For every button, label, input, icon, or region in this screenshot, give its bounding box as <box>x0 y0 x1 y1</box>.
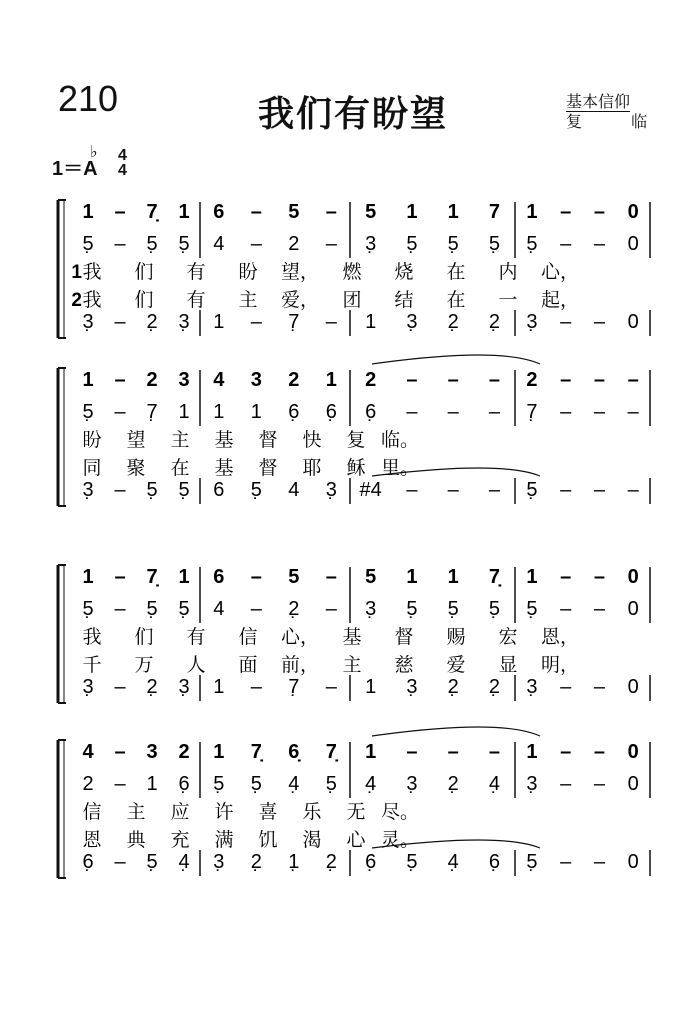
lyric-syllable: 盼 <box>238 261 258 283</box>
time-bottom: 4 <box>118 162 127 179</box>
lyric-syllable: 心， <box>280 626 320 648</box>
tenor-note: – <box>593 851 605 873</box>
lyric-syllable: 明， <box>540 654 580 676</box>
soprano-note: 7̣ <box>325 741 337 763</box>
alto-note: – <box>560 233 572 255</box>
tenor-note: – <box>114 311 126 333</box>
tenor-note: 5̣ <box>146 851 158 873</box>
tenor-note: #4 <box>359 479 382 501</box>
tenor-note: 3̣ <box>406 676 418 698</box>
lyric-syllable: 爱， <box>280 289 320 311</box>
soprano-note: 5 <box>365 201 377 223</box>
soprano-note: 1 <box>82 201 94 223</box>
soprano-note: 7̣ <box>146 201 158 223</box>
tenor-note: 3̣ <box>526 676 538 698</box>
tenor-note: – <box>114 676 126 698</box>
lyric-syllable: 在 <box>446 289 466 311</box>
lyric-syllable: 督 <box>258 457 278 479</box>
alto-note: – <box>593 401 605 423</box>
lyric-syllable: 主 <box>126 801 146 823</box>
lyric-syllable: 们 <box>134 289 154 311</box>
time-top: 4 <box>118 147 127 164</box>
system-3 <box>58 565 650 703</box>
soprano-note: 1 <box>406 566 418 588</box>
soprano-note: 1 <box>526 741 538 763</box>
hymn-number: 210 <box>58 78 119 119</box>
tenor-note: – <box>325 676 337 698</box>
alto-note: 5̣ <box>146 598 158 620</box>
alto-note: 5̣ <box>488 598 500 620</box>
alto-note: 4 <box>213 233 225 255</box>
tenor-note: 3̣ <box>82 479 94 501</box>
tenor-note: 1̣ <box>288 851 300 873</box>
soprano-note: 1 <box>178 566 190 588</box>
alto-note: 3̣ <box>526 773 538 795</box>
lyric-syllable: 无 <box>346 801 366 823</box>
lyric-syllable: 满 <box>214 829 234 851</box>
lyric-syllable: 有 <box>186 261 206 283</box>
tenor-note: 6̣ <box>82 851 94 873</box>
lyric-syllable: 结 <box>394 289 414 311</box>
soprano-note: – <box>406 741 418 763</box>
soprano-note: 1 <box>447 566 459 588</box>
lyric-syllable: 乐 <box>302 801 322 823</box>
soprano-note: 7̣ <box>250 741 262 763</box>
alto-note: – <box>627 401 639 423</box>
lyric-syllable: 督 <box>258 429 278 451</box>
alto-note: 5̣ <box>406 233 418 255</box>
lyric-syllable: 有 <box>186 289 206 311</box>
alto-note: 1 <box>250 401 262 423</box>
soprano-note: – <box>114 369 126 391</box>
soprano-note: 1 <box>325 369 337 391</box>
soprano-note: – <box>593 369 605 391</box>
alto-note: – <box>593 233 605 255</box>
soprano-note: – <box>560 201 572 223</box>
soprano-note: 1 <box>526 201 538 223</box>
tenor-note: – <box>593 479 605 501</box>
tenor-note: – <box>488 479 500 501</box>
subcategory: 复 临 <box>566 112 670 131</box>
tenor-note: 0 <box>627 851 639 873</box>
tenor-note: – <box>593 676 605 698</box>
tenor-note: – <box>447 479 459 501</box>
lyric-syllable: 我 <box>82 261 102 283</box>
lyric-syllable: 饥 <box>258 829 278 851</box>
soprano-note: – <box>488 741 500 763</box>
lyric-syllable: 我 <box>82 289 102 311</box>
lyric-syllable: 心 <box>346 829 366 851</box>
soprano-note: – <box>114 201 126 223</box>
tenor-note: – <box>406 479 418 501</box>
tenor-note: – <box>325 311 337 333</box>
alto-note: 4̣ <box>488 773 500 795</box>
lyric-syllable: 在 <box>446 261 466 283</box>
key-label: 1＝A <box>52 158 98 180</box>
lyric-syllable: 宏 <box>498 626 518 648</box>
soprano-note: 1 <box>526 566 538 588</box>
alto-note: 1 <box>213 401 225 423</box>
lyric-syllable: 望， <box>280 261 320 283</box>
tenor-note: 2̣ <box>250 851 262 873</box>
lyric-syllable: 督 <box>394 626 414 648</box>
alto-note: 5̣ <box>325 773 337 795</box>
alto-note: 2 <box>288 233 300 255</box>
lyric-syllable: 在 <box>170 457 190 479</box>
tenor-note: 5̣ <box>250 479 262 501</box>
tenor-note: 0 <box>627 311 639 333</box>
alto-note: 1 <box>178 401 190 423</box>
tenor-note: – <box>114 479 126 501</box>
soprano-note: 2 <box>288 369 300 391</box>
lyric-syllable: 耶 <box>302 457 322 479</box>
soprano-note: 1 <box>82 369 94 391</box>
tenor-note: – <box>250 676 262 698</box>
soprano-note: 2 <box>365 369 377 391</box>
soprano-note: 1 <box>178 201 190 223</box>
alto-note: 0 <box>627 773 639 795</box>
lyric-syllable: 前， <box>280 654 320 676</box>
tenor-note: – <box>250 311 262 333</box>
alto-note: – <box>114 598 126 620</box>
tenor-note: – <box>560 676 572 698</box>
tenor-note: – <box>560 311 572 333</box>
soprano-note: 0 <box>627 741 639 763</box>
lyric-syllable: 许 <box>214 801 234 823</box>
alto-note: 3̣ <box>406 773 418 795</box>
alto-note: 5̣ <box>488 233 500 255</box>
lyric-syllable: 万 <box>134 654 154 676</box>
soprano-note: 2 <box>526 369 538 391</box>
soprano-note: – <box>325 566 337 588</box>
alto-note: 5̣ <box>82 233 94 255</box>
soprano-note: 6̣ <box>288 741 300 763</box>
alto-note: – <box>593 598 605 620</box>
alto-note: – <box>325 598 337 620</box>
tenor-note: 3̣ <box>82 676 94 698</box>
tenor-note: 5̣ <box>526 851 538 873</box>
soprano-note: 1 <box>447 201 459 223</box>
tenor-note: – <box>627 479 639 501</box>
soprano-note: – <box>250 201 262 223</box>
alto-note: 5̣ <box>82 598 94 620</box>
lyric-syllable: 临。 <box>380 429 420 451</box>
tie-arc <box>372 355 540 364</box>
lyric-syllable: 渴 <box>302 829 322 851</box>
alto-note: 2 <box>82 773 94 795</box>
tenor-note: 4̣ <box>447 851 459 873</box>
soprano-note: – <box>447 369 459 391</box>
alto-note: 5̣ <box>178 598 190 620</box>
alto-note: – <box>560 401 572 423</box>
tenor-note: 2̣ <box>447 311 459 333</box>
tenor-note: 0 <box>627 676 639 698</box>
tenor-note: 3̣ <box>82 311 94 333</box>
soprano-note: – <box>560 369 572 391</box>
tenor-note: 5̣ <box>526 479 538 501</box>
verse-number: 2 <box>71 290 82 311</box>
alto-note: 5̣ <box>447 598 459 620</box>
lyric-syllable: 主 <box>238 289 258 311</box>
soprano-note: – <box>406 369 418 391</box>
alto-note: – <box>250 598 262 620</box>
soprano-note: – <box>560 741 572 763</box>
lyric-syllable: 一 <box>498 289 518 311</box>
alto-note: 3̣ <box>365 233 377 255</box>
alto-note: 5̣ <box>82 401 94 423</box>
tenor-note: 6̣ <box>488 851 500 873</box>
lyric-syllable: 们 <box>134 261 154 283</box>
soprano-note: 0 <box>627 201 639 223</box>
soprano-note: 1 <box>406 201 418 223</box>
tenor-note: – <box>114 851 126 873</box>
verse-number: 1 <box>71 262 82 283</box>
lyric-syllable: 尽。 <box>380 801 420 823</box>
tenor-note: 1 <box>213 676 225 698</box>
tenor-note: 4 <box>288 479 300 501</box>
lyric-syllable: 灵。 <box>380 829 420 851</box>
soprano-note: – <box>325 201 337 223</box>
lyric-syllable: 信 <box>238 626 258 648</box>
soprano-note: 0 <box>627 566 639 588</box>
soprano-note: – <box>447 741 459 763</box>
soprano-note: 5 <box>365 566 377 588</box>
lyric-syllable: 典 <box>126 829 146 851</box>
soprano-note: 1 <box>213 741 225 763</box>
tenor-note: 2̣ <box>325 851 337 873</box>
lyric-syllable: 赐 <box>446 626 466 648</box>
tenor-note: 2̣ <box>488 676 500 698</box>
alto-note: – <box>114 773 126 795</box>
lyric-syllable: 主 <box>170 429 190 451</box>
alto-note: 6̣ <box>178 773 190 795</box>
alto-note: – <box>114 401 126 423</box>
lyric-syllable: 心， <box>540 261 580 283</box>
lyric-syllable: 面 <box>238 654 258 676</box>
alto-note: 4 <box>213 598 225 620</box>
lyric-syllable: 我 <box>82 626 102 648</box>
lyric-syllable: 聚 <box>126 457 146 479</box>
tie-arc <box>372 727 540 736</box>
tenor-note: 1 <box>365 676 377 698</box>
lyric-syllable: 人 <box>186 654 206 676</box>
tenor-note: 5̣ <box>146 479 158 501</box>
alto-note: 5̣ <box>178 233 190 255</box>
lyric-syllable: 信 <box>82 801 102 823</box>
alto-note: – <box>488 401 500 423</box>
alto-note: 5̣ <box>526 598 538 620</box>
tenor-note: 1 <box>365 311 377 333</box>
soprano-note: 6 <box>213 201 225 223</box>
lyric-syllable: 爱 <box>446 654 466 676</box>
lyric-syllable: 快 <box>302 429 322 451</box>
tenor-note: 3̣ <box>526 311 538 333</box>
alto-note: 1 <box>146 773 158 795</box>
soprano-note: – <box>250 566 262 588</box>
alto-note: – <box>250 233 262 255</box>
lyric-syllable: 慈 <box>394 654 414 676</box>
tenor-note: 3̣ <box>325 479 337 501</box>
alto-note: 3̣ <box>365 598 377 620</box>
soprano-note: – <box>114 566 126 588</box>
tenor-note: 3̣ <box>178 676 190 698</box>
alto-note: – <box>447 401 459 423</box>
alto-note: 5̣ <box>250 773 262 795</box>
alto-note: 5̣ <box>146 233 158 255</box>
tenor-note: 2̣ <box>146 676 158 698</box>
tenor-note: 3̣ <box>213 851 225 873</box>
soprano-note: 7̣ <box>146 566 158 588</box>
alto-note: 7̣ <box>146 401 158 423</box>
soprano-note: 4 <box>82 741 94 763</box>
alto-note: – <box>593 773 605 795</box>
alto-note: 6̣ <box>288 401 300 423</box>
lyric-syllable: 应 <box>170 801 190 823</box>
tenor-note: – <box>560 851 572 873</box>
alto-note: 0 <box>627 233 639 255</box>
lyric-syllable: 千 <box>82 654 102 676</box>
lyric-syllable: 燃 <box>342 261 362 283</box>
soprano-note: 5 <box>288 201 300 223</box>
tenor-note: 2̣ <box>488 311 500 333</box>
tenor-note: 1 <box>213 311 225 333</box>
alto-note: – <box>560 773 572 795</box>
alto-note: 2̣ <box>447 773 459 795</box>
lyric-syllable: 主 <box>342 654 362 676</box>
tenor-note: 3̣ <box>406 311 418 333</box>
lyric-syllable: 烧 <box>394 261 414 283</box>
lyric-syllable: 基 <box>214 457 234 479</box>
alto-note: – <box>114 233 126 255</box>
system-4 <box>58 727 650 878</box>
lyric-syllable: 起， <box>540 289 580 311</box>
system-1 <box>58 200 650 338</box>
soprano-note: 2 <box>178 741 190 763</box>
tenor-note: 5̣ <box>178 479 190 501</box>
lyric-syllable: 稣 <box>346 457 366 479</box>
soprano-note: – <box>560 566 572 588</box>
soprano-note: – <box>488 369 500 391</box>
tenor-note: 7̣ <box>288 311 300 333</box>
tenor-note: 6 <box>213 479 225 501</box>
alto-note: 0 <box>627 598 639 620</box>
soprano-note: 7̣ <box>488 566 500 588</box>
lyric-syllable: 显 <box>498 654 518 676</box>
tenor-note: 3̣ <box>178 311 190 333</box>
alto-note: 2̣ <box>288 598 300 620</box>
tenor-note: 5̣ <box>406 851 418 873</box>
hymn-title: 我们有盼望 <box>258 94 449 135</box>
soprano-note: – <box>593 741 605 763</box>
alto-note: – <box>560 598 572 620</box>
soprano-note: 1 <box>82 566 94 588</box>
lyric-syllable: 基 <box>342 626 362 648</box>
category: 基本信仰 <box>566 92 631 111</box>
lyric-syllable: 内 <box>498 261 518 283</box>
soprano-note: – <box>627 369 639 391</box>
alto-note: 5̣ <box>526 233 538 255</box>
tenor-note: 2̣ <box>447 676 459 698</box>
soprano-note: 4 <box>213 369 225 391</box>
soprano-note: 5 <box>288 566 300 588</box>
alto-note: – <box>325 233 337 255</box>
soprano-note: – <box>593 566 605 588</box>
soprano-note: 3 <box>146 741 158 763</box>
alto-note: 4̣ <box>288 773 300 795</box>
tenor-note: 7̣ <box>288 676 300 698</box>
soprano-note: 3 <box>178 369 190 391</box>
alto-note: 7̣ <box>526 401 538 423</box>
lyric-syllable: 恩 <box>82 829 102 851</box>
alto-note: 5̣ <box>213 773 225 795</box>
lyric-syllable: 喜 <box>258 801 278 823</box>
tenor-note: 4̣ <box>178 851 190 873</box>
soprano-note: 3 <box>250 369 262 391</box>
soprano-note: 1 <box>365 741 377 763</box>
lyric-syllable: 充 <box>170 829 190 851</box>
alto-note: 5̣ <box>447 233 459 255</box>
lyric-syllable: 团 <box>342 289 362 311</box>
tenor-note: – <box>593 311 605 333</box>
soprano-note: 7 <box>488 201 500 223</box>
alto-note: – <box>406 401 418 423</box>
alto-note: 5̣ <box>406 598 418 620</box>
lyric-syllable: 里。 <box>380 457 420 479</box>
soprano-note: – <box>593 201 605 223</box>
lyric-syllable: 有 <box>186 626 206 648</box>
lyric-syllable: 同 <box>82 457 102 479</box>
soprano-note: 2 <box>146 369 158 391</box>
lyric-syllable: 望 <box>126 429 146 451</box>
system-2 <box>58 355 650 506</box>
tenor-note: 2̣ <box>146 311 158 333</box>
soprano-note: 6 <box>213 566 225 588</box>
soprano-note: – <box>114 741 126 763</box>
lyric-syllable: 基 <box>214 429 234 451</box>
lyric-syllable: 恩， <box>540 626 580 648</box>
lyric-syllable: 们 <box>134 626 154 648</box>
alto-note: 4̣ <box>365 773 377 795</box>
alto-note: 6̣ <box>365 401 377 423</box>
tenor-note: 6̣ <box>365 851 377 873</box>
lyric-syllable: 盼 <box>82 429 102 451</box>
tenor-note: – <box>560 479 572 501</box>
lyric-syllable: 复 <box>346 429 366 451</box>
flat-icon: ♭ <box>90 144 98 161</box>
alto-note: 6̣ <box>325 401 337 423</box>
